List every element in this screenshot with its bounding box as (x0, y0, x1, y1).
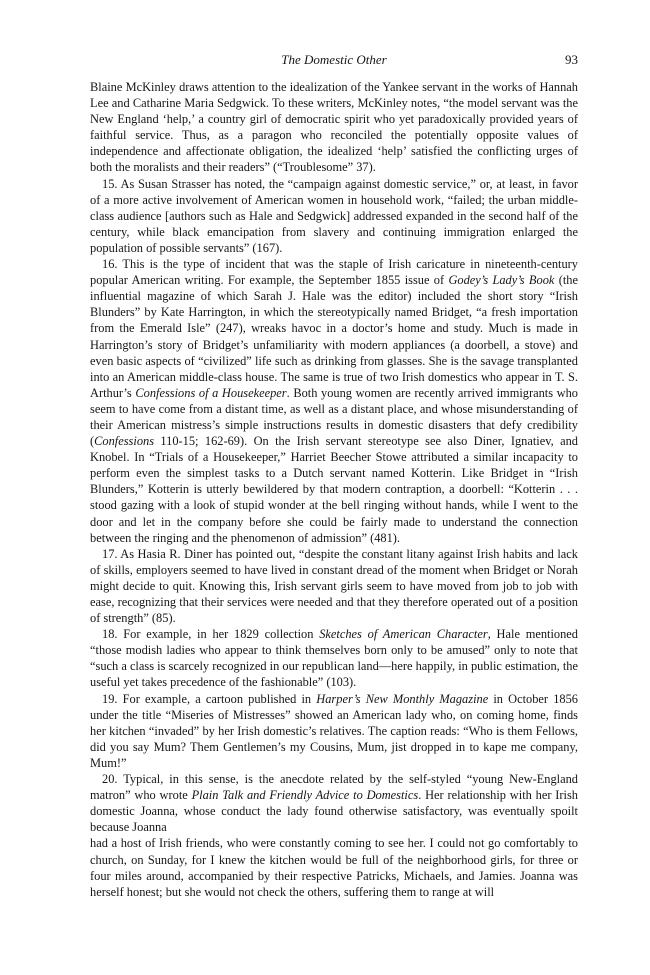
italic-title: Sketches of American Character (319, 627, 488, 642)
note-19: 19. For example, a cartoon published in Harper’s New Monthly Magazine in October 1856 under the title “Miseries of Mistresses” showed an American lady who, on coming home, finds her kitchen “invaded” by her Irish domestic’s relatives. The caption reads: “Who is them Fellows, did you say Mum? Them Gentlemen’s my Cousins, Mum, jist dropped in to kape me company, Mum!” (90, 691, 578, 770)
italic-title: Plain Talk and Friendly Advice to Domestics (191, 788, 419, 803)
note-15: 15. As Susan Strasser has noted, the “campaign against domestic service,” or, at least, in favor of a more active involvement of American women in household work, “failed; the urban middle-class audience [authors such as Hale and Sedgwick] addressed expanded in the second half of the century, while black emancipation from slavery and continuing immigration enlarged the population of possible servants” (167). (90, 176, 578, 255)
note-18: 18. For example, in her 1829 collection Sketches of American Character, Hale mentioned “those modish ladies who appear to think themselves born only to be amused” only to note that “such a class is scarcely recognized in our republican land—here happily, in public estimation, the useful yet takes precedence of the fashionable” (103). (90, 627, 579, 690)
note-17: 17. As Hasia R. Diner has pointed out, “despite the constant litany against Irish habits and lack of skills, employers seemed to have lived in constant dread of the moment when Bridget or Norah might decide to quit. Knowing this, Irish servant girls seem to have moved from job to job with ease, recognizing that their services were needed and that they therefore operated out of a position of strength” (85). (90, 546, 578, 626)
endnotes-body (90, 79, 578, 900)
running-head (90, 52, 578, 68)
block-quote: had a host of Irish friends, who were constantly coming to see her. I could not go comfortably to church, on Sunday, for I knew the kitchen would be full of the neighborhood girls, for three or four miles around, accompanied by their respective Patricks, Michaels, and Jamies. Joanna was herself honest; but she would not check the others, suffering them to range at will (90, 836, 578, 899)
note-continued: Blaine McKinley draws attention to the idealization of the Yankee servant in the works of Hannah Lee and Catharine Maria Sedgwick. To these writers, McKinley notes, “the model servant was the New England ‘help,’ a country girl of democratic spirit who yet paradoxically provided years of faithful service. Thus, as a paragon who reconciled the potentially opposite values of independence and affectionate obligation, the idealized ‘help’ satisfied the conflicting urges of both the moralists and their readers” (“Troublesome” 37). (90, 80, 578, 175)
italic-title: Confessions of a Housekeeper (135, 385, 287, 400)
italic-title: Confessions (94, 434, 155, 449)
page-number: 93 (565, 52, 578, 67)
note-20: 20. Typical, in this sense, is the anecdote related by the self-styled “young New-England matron” who wrote Plain Talk and Friendly Advice to Domestics. Her relationship with her Irish domestic Joanna, whose conduct the lady found otherwise satisfactory, was eventually spoilt because Joanna (90, 772, 578, 835)
note-16: 16. This is the type of incident that was the staple of Irish caricature in nineteenth-century popular American writing. For example, the September 1855 issue of Godey’s Lady’s Book (the influential magazine of which Sarah J. Hale was the editor) included the short story “Irish Blunders” by Kate Harrington, in which the stereotypically named Bridget, “a fresh importation from the Emerald Isle” (247), wreaks havoc in a doctor’s home and study. Much is made in Harrington’s story of Bridget’s unfamiliarity with modern appliances (a doorbell, a stove) and even basic aspects of “civilized” life such as drinking from glasses. She is the savage transplanted into an American middle-class house. The same is true of two Irish domestics who appear in T. S. Arthur’s Confessions of a Housekeeper. Both young women are recently arrived immigrants who seem to have come from a distant time, as well as a distant place, and whose misunderstanding of their American mistress’s simple instructions results in domestic disasters that defy credibility (Confessions 110-15; 162-69). On the Irish servant stereotype see also Diner, Ignatiev, and Knobel. In “Trials of a Housekeeper,” Harriet Beecher Stowe attributed a similar incapacity to perform even the simplest tasks to a Dutch servant named Kotterin. Like Bridget in “Irish Blunders,” Kotterin is utterly bewildered by that modern contraption, a doorbell: “Kotterin . . . stood gazing with a look of stupid wonder at the bell ringing without hands, while I went to the door and let in the company before she could be fairly made to understand the connection between the ringing and the phenomenon of admission” (481). (90, 257, 579, 545)
running-title: The Domestic Other (281, 52, 387, 67)
italic-title: Harper’s New Monthly Magazine (316, 691, 489, 706)
italic-title: Godey’s Lady’s Book (448, 273, 555, 288)
